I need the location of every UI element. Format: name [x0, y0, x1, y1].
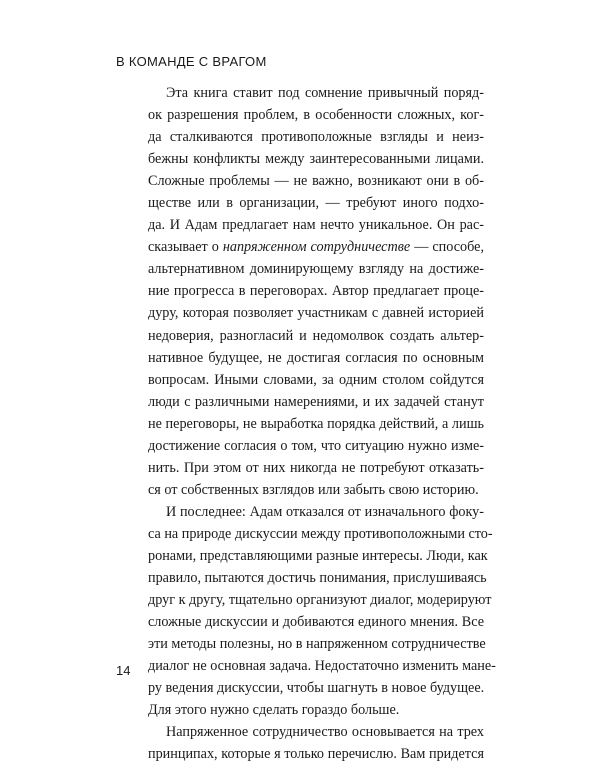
text-line: да. И Адам предлагает нам нечто уникальное. Он рас-: [148, 217, 484, 234]
paragraph-2: [148, 501, 496, 721]
text-line: друг к другу, тщательно организуют диалог, модерируют: [148, 592, 492, 609]
text-line: [148, 236, 484, 258]
text-line: Эта книга ставит под сомнение привычный поряд-: [166, 85, 484, 101]
running-head: В КОМАНДЕ С ВРАГОМ: [116, 54, 267, 69]
text-line: Сложные проблемы — не важно, возникают они в об-: [148, 173, 484, 190]
paragraph-1: [148, 82, 484, 501]
page-number: 14: [116, 663, 131, 678]
text-line: диалог не основная задача. Недостаточно изменить мане-: [148, 658, 496, 675]
text-run: — способе,: [410, 239, 484, 256]
text-line: альтернативном доминирующему взгляду на достиже-: [148, 261, 484, 278]
text-line: нить. При этом от них никогда не потребуют отказать-: [148, 459, 484, 476]
text-line: да сталкиваются противоположные взгляды и неиз-: [148, 129, 484, 146]
text-line: эти методы полезны, но в напряженном сотрудничестве: [148, 636, 486, 653]
text-line: ние прогресса в переговорах. Автор предлагает проце-: [148, 283, 484, 300]
body-text: [148, 82, 496, 765]
text-line: И последнее: Адам отказался от изначального фоку-: [166, 503, 484, 520]
paragraph-3: [148, 721, 484, 765]
text-line: сложные дискуссии и добиваются единого мнения. Все: [148, 614, 484, 631]
text-line: ся от собственных взглядов или забыть свою историю.: [148, 481, 479, 498]
text-line: правило, пытаются достичь понимания, прислушиваясь: [148, 570, 487, 587]
italic-term: напряженном сотрудничестве: [222, 239, 411, 256]
text-line: вопросам. Иными словами, за одним столом сойдутся: [148, 371, 484, 388]
text-line: ронами, представляющими разные интересы. Люди, как: [148, 547, 488, 564]
text-line: принципах, которые я только перечислю. Вам придется: [148, 746, 484, 763]
text-line: дуру, которая позволяет участникам с давней историей: [148, 305, 484, 322]
text-line: ок разрешения проблем, в особенности сложных, ког-: [148, 107, 484, 124]
text-run: сказывает о: [148, 239, 223, 256]
text-line: нативное будущее, не достигая согласия по основным: [148, 349, 484, 366]
text-line: недоверия, разногласий и недомолвок создать альтер-: [148, 327, 484, 344]
text-line: не переговоры, не выработка порядка действий, а лишь: [148, 415, 484, 432]
text-line: бежны конфликты между заинтересованными лицами.: [148, 151, 484, 168]
text-line: Для этого нужно сделать гораздо больше.: [148, 702, 400, 719]
text-line: люди с различными намерениями, и их задачей станут: [148, 393, 484, 410]
text-line: Напряженное сотрудничество основывается на трех: [166, 724, 484, 741]
text-line: достижение согласия о том, что ситуацию нужно изме-: [148, 437, 484, 454]
text-line: ществе или в организации, — требуют иного подхо-: [148, 195, 484, 212]
text-line: ру ведения дискуссии, чтобы шагнуть в новое будущее.: [148, 680, 485, 697]
text-line: са на природе дискуссии между противоположными сто-: [148, 525, 493, 542]
